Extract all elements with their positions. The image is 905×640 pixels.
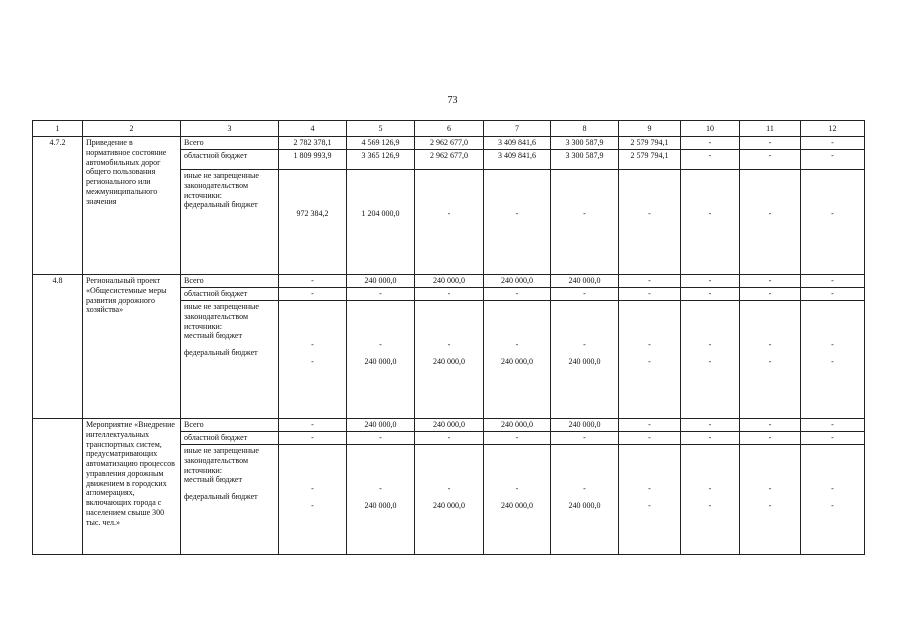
- value-cell: [415, 170, 484, 275]
- value: -: [379, 340, 382, 349]
- row-name: Приведение в нормативное состояние автомобильных дорог общего пользования регионального или межмуниципального значения: [83, 137, 181, 275]
- value: -: [708, 500, 712, 510]
- value-cell: -: [801, 288, 865, 301]
- value-cell: 240 000,0: [347, 419, 415, 432]
- row-index: 4.7.2: [33, 137, 83, 275]
- value-cell: -: [740, 275, 801, 288]
- value-cell: [740, 170, 801, 275]
- value: -: [583, 340, 586, 349]
- column-header: 7: [484, 121, 551, 137]
- value-cell: [551, 445, 619, 555]
- value: -: [708, 484, 712, 493]
- value-cell: [279, 445, 347, 555]
- value: -: [648, 209, 651, 218]
- value-cell: -: [740, 419, 801, 432]
- budget-table: [32, 120, 865, 555]
- value-cell: -: [279, 275, 347, 288]
- value-cell: [619, 301, 681, 419]
- value-cell: 2 579 794,1: [619, 137, 681, 150]
- value-cell: -: [681, 288, 740, 301]
- table-row: [33, 419, 865, 432]
- value: 240 000,0: [501, 356, 533, 366]
- column-header: 2: [83, 121, 181, 137]
- value-cell: -: [740, 288, 801, 301]
- value-cell: -: [279, 288, 347, 301]
- value-cell: 240 000,0: [484, 275, 551, 288]
- value-cell: 1 809 993,9: [279, 150, 347, 170]
- value-cell: -: [801, 275, 865, 288]
- value: -: [515, 340, 519, 349]
- funding-item-label: федеральный бюджет: [184, 348, 258, 357]
- value-cell: [279, 170, 347, 275]
- funding-source-cell: [181, 170, 279, 275]
- value-cell: [681, 445, 740, 555]
- value-cell: [740, 301, 801, 419]
- value: -: [583, 209, 586, 218]
- value-cell: 2 782 378,1: [279, 137, 347, 150]
- funding-source-label: Всего: [181, 137, 279, 150]
- value: -: [708, 356, 712, 366]
- value-cell: 4 569 126,9: [347, 137, 415, 150]
- value-cell: -: [347, 288, 415, 301]
- value-cell: -: [740, 432, 801, 445]
- value-cell: -: [681, 150, 740, 170]
- value-cell: 3 365 126,9: [347, 150, 415, 170]
- value: -: [311, 340, 314, 349]
- funding-source-label: иные не запрещенные законодательством источники:: [184, 171, 259, 200]
- value-cell: [551, 170, 619, 275]
- value-cell: [415, 445, 484, 555]
- value-cell: 240 000,0: [551, 419, 619, 432]
- value-cell: -: [619, 419, 681, 432]
- value: -: [708, 209, 712, 218]
- funding-source-cell: [181, 301, 279, 419]
- table-row: [33, 275, 865, 288]
- value-cell: [484, 301, 551, 419]
- column-header: 9: [619, 121, 681, 137]
- value-cell: 2 962 677,0: [415, 150, 484, 170]
- value-cell: -: [681, 137, 740, 150]
- value-cell: -: [801, 150, 865, 170]
- value-cell: 240 000,0: [551, 275, 619, 288]
- funding-item-label: местный бюджет: [184, 475, 242, 485]
- value-cell: -: [484, 288, 551, 301]
- value-cell: -: [619, 432, 681, 445]
- value: -: [311, 500, 314, 510]
- funding-source-label: Всего: [181, 275, 279, 288]
- value: -: [583, 484, 586, 493]
- value-cell: [279, 301, 347, 419]
- row-index: 4.8: [33, 275, 83, 419]
- value: -: [768, 500, 772, 510]
- value-cell: -: [415, 432, 484, 445]
- value-cell: [740, 445, 801, 555]
- value: -: [648, 484, 651, 493]
- value-cell: [484, 170, 551, 275]
- value-cell: -: [279, 432, 347, 445]
- funding-source-label: областной бюджет: [181, 288, 279, 301]
- value: -: [648, 340, 651, 349]
- value-cell: -: [801, 419, 865, 432]
- value: -: [447, 484, 451, 493]
- funding-item-label: федеральный бюджет: [184, 200, 258, 210]
- value: -: [768, 356, 772, 366]
- value-cell: [801, 445, 865, 555]
- value: 240 000,0: [568, 500, 601, 510]
- value: -: [311, 356, 314, 366]
- value-cell: -: [619, 275, 681, 288]
- value: -: [831, 356, 834, 366]
- value: -: [515, 484, 519, 493]
- funding-source-label: областной бюджет: [181, 150, 279, 170]
- value: -: [831, 500, 834, 510]
- value-cell: -: [740, 137, 801, 150]
- value-cell: [484, 445, 551, 555]
- value-cell: 2 962 677,0: [415, 137, 484, 150]
- value-cell: -: [740, 150, 801, 170]
- value-cell: [551, 301, 619, 419]
- value: 240 000,0: [364, 500, 397, 510]
- funding-source-label: областной бюджет: [181, 432, 279, 445]
- funding-source-label: иные не запрещенные законодательством источники:: [184, 446, 259, 475]
- value-cell: [619, 170, 681, 275]
- funding-item-label: федеральный бюджет: [184, 492, 258, 501]
- value-cell: -: [551, 432, 619, 445]
- value: -: [831, 484, 834, 493]
- value: -: [708, 340, 712, 349]
- value: -: [311, 484, 314, 493]
- value: -: [648, 500, 651, 510]
- value: 240 000,0: [433, 356, 465, 366]
- value-cell: -: [681, 275, 740, 288]
- value-cell: [801, 170, 865, 275]
- row-name: Региональный проект «Общесистемные меры развития дорожного хозяйства»: [83, 275, 181, 419]
- value-cell: [801, 301, 865, 419]
- value: -: [515, 209, 519, 218]
- value-cell: 240 000,0: [415, 419, 484, 432]
- value-cell: -: [681, 432, 740, 445]
- table-row: [33, 137, 865, 150]
- value-cell: -: [801, 137, 865, 150]
- value: 972 384,2: [296, 209, 329, 218]
- value: -: [447, 340, 451, 349]
- value-cell: -: [801, 432, 865, 445]
- value-cell: [347, 301, 415, 419]
- value-cell: [681, 170, 740, 275]
- value-cell: 3 300 587,9: [551, 150, 619, 170]
- funding-item-label: местный бюджет: [184, 331, 242, 341]
- table-header-row: [33, 121, 865, 137]
- value: -: [831, 209, 834, 218]
- funding-source-label: иные не запрещенные законодательством источники:: [184, 302, 259, 331]
- value: -: [648, 356, 651, 366]
- column-header: 1: [33, 121, 83, 137]
- value-cell: -: [279, 419, 347, 432]
- column-header: 5: [347, 121, 415, 137]
- value-cell: 2 579 794,1: [619, 150, 681, 170]
- row-name: Мероприятие «Внедрение интеллектуальных транспортных систем, предусматривающих автоматизацию процессов управления дорожным движением в городских агломерациях, включающих города с населением свыше 300 тыс. чел.»: [83, 419, 181, 555]
- value-cell: -: [551, 288, 619, 301]
- value: -: [768, 484, 772, 493]
- value-cell: -: [681, 419, 740, 432]
- column-header: 11: [740, 121, 801, 137]
- column-header: 6: [415, 121, 484, 137]
- value: 240 000,0: [364, 356, 397, 366]
- value-cell: -: [347, 432, 415, 445]
- value: -: [768, 340, 772, 349]
- value: -: [831, 340, 834, 349]
- funding-source-label: Всего: [181, 419, 279, 432]
- value-cell: -: [484, 432, 551, 445]
- value: -: [447, 209, 451, 218]
- row-index: [33, 419, 83, 555]
- value-cell: 3 409 841,6: [484, 137, 551, 150]
- value-cell: [681, 301, 740, 419]
- column-header: 8: [551, 121, 619, 137]
- value-cell: [619, 445, 681, 555]
- value-cell: [347, 170, 415, 275]
- funding-source-cell: [181, 445, 279, 555]
- value: -: [379, 484, 382, 493]
- value: 1 204 000,0: [361, 209, 400, 218]
- value: -: [768, 209, 772, 218]
- column-header: 12: [801, 121, 865, 137]
- value: 240 000,0: [568, 356, 601, 366]
- value: 240 000,0: [501, 500, 533, 510]
- value-cell: -: [415, 288, 484, 301]
- value-cell: [347, 445, 415, 555]
- value-cell: 240 000,0: [415, 275, 484, 288]
- column-header: 3: [181, 121, 279, 137]
- value-cell: [415, 301, 484, 419]
- column-header: 4: [279, 121, 347, 137]
- value-cell: 3 409 841,6: [484, 150, 551, 170]
- value-cell: -: [619, 288, 681, 301]
- column-header: 10: [681, 121, 740, 137]
- value-cell: 240 000,0: [347, 275, 415, 288]
- value: 240 000,0: [433, 500, 465, 510]
- value-cell: 240 000,0: [484, 419, 551, 432]
- page-number: 73: [447, 95, 458, 106]
- value-cell: 3 300 587,9: [551, 137, 619, 150]
